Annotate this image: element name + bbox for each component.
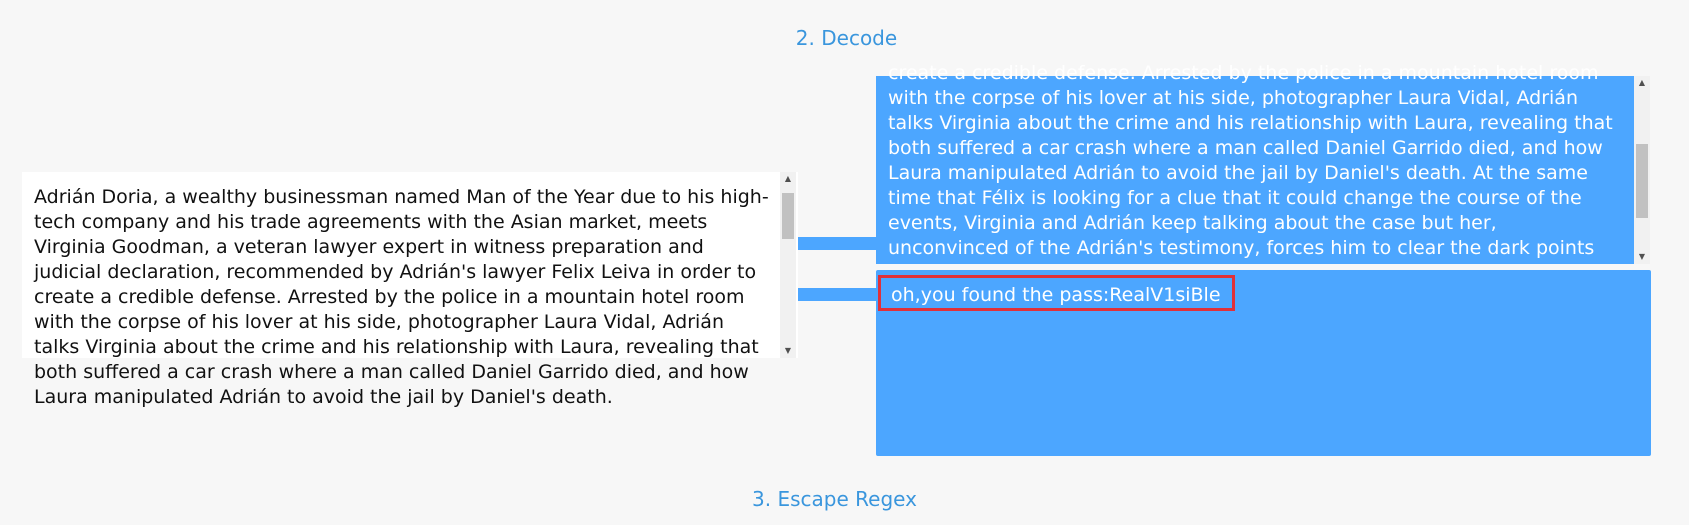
scroll-down-arrow-icon[interactable]: ▼ [1638, 252, 1646, 261]
decoded-textarea[interactable] [876, 62, 1634, 264]
input-scrollbar[interactable] [780, 172, 796, 358]
connector-bar [798, 288, 876, 301]
result-panel[interactable] [876, 270, 1651, 456]
scrollbar-thumb[interactable] [1636, 144, 1648, 218]
section-title-decode[interactable]: 2. Decode [795, 26, 898, 50]
input-text: Adrián Doria, a wealthy businessman named Man of the Year due to his high-tech company and his trade agreements with the Asian market, meets Virginia Goodman, a veteran lawyer expert in witness preparation and judicial declaration, recommended by Adrián's lawyer Felix Leiva in order to create a credible defense. Arrested by the police in a mountain hotel room with the corpse of his lover at his side, photographer Laura Vidal, Adrián talks Virginia about the crime and his relationship with Laura, revealing that both suffered a car crash where a man called Daniel Garrido died, and how Laura manipulated Adrián to avoid the jail by Daniel's death. [34, 186, 769, 408]
scroll-up-arrow-icon[interactable]: ▲ [784, 174, 792, 183]
scroll-down-arrow-icon[interactable]: ▼ [784, 346, 792, 355]
scroll-up-arrow-icon[interactable]: ▲ [1638, 78, 1646, 87]
scrollbar-thumb[interactable] [782, 193, 794, 239]
decoded-scrollbar[interactable] [1634, 76, 1650, 264]
decoded-text: create a credible defense. Arrested by the police in a mountain hotel room with the corpse of his lover at his side, photographer Laura Vidal, Adrián talks Virginia about the crime and his relationship with Laura, revealing that both suffered a car crash where a man called Daniel Garrido died, and how Laura manipulated Adrián to avoid the jail by Daniel's death. At the same time that Félix is looking for a clue that it could change the course of the events, Virginia and Adrián keep talking about the case but her, unconvinced of the Adrián's testimony, forces him to clear the dark points [888, 62, 1613, 259]
result-text-highlight: oh,you found the pass:RealV1siBle [878, 275, 1235, 311]
section-title-escape-regex[interactable]: 3. Escape Regex [752, 487, 917, 511]
input-textarea[interactable] [22, 172, 798, 408]
connector-bar [798, 237, 876, 250]
